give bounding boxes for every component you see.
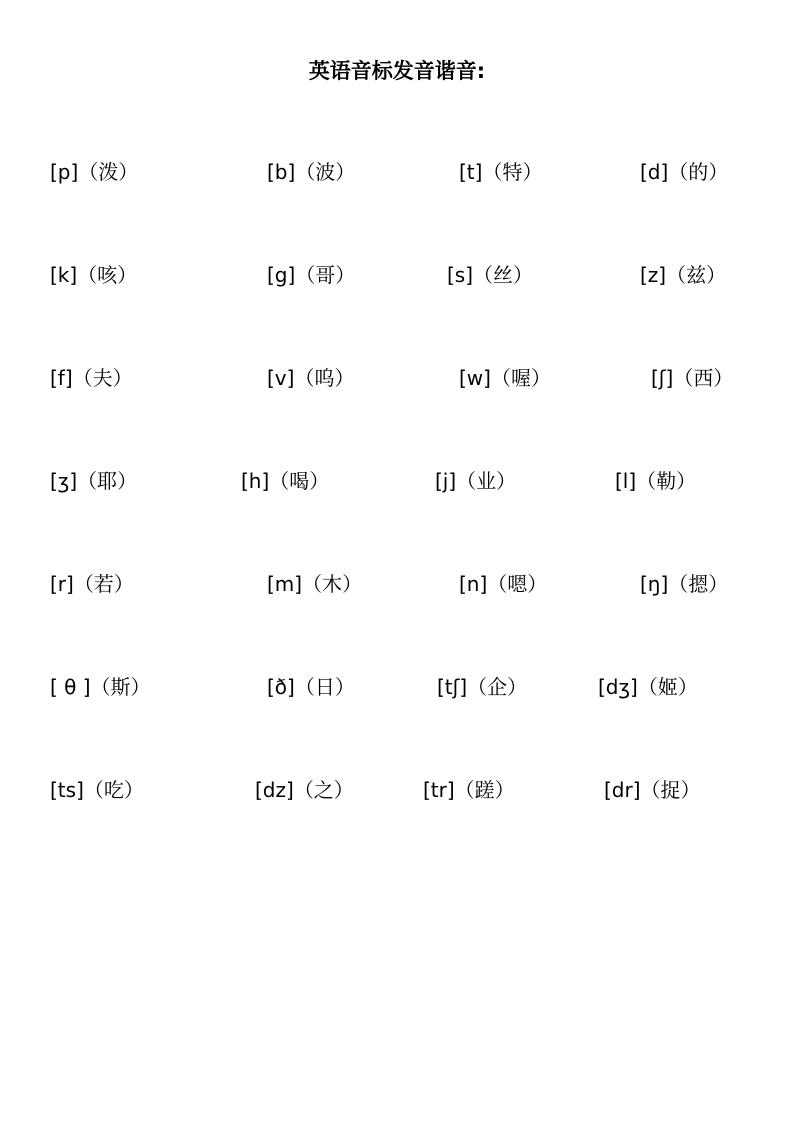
chinese-homophone: （姬）: [637, 675, 698, 699]
phonetic-row: [0, 364, 794, 394]
chinese-homophone: （喝）: [269, 469, 330, 493]
phonetic-symbol: [n]: [459, 572, 488, 596]
phonetic-row: [0, 158, 794, 188]
phonetic-symbol: [j]: [435, 469, 457, 493]
phonetic-symbol: [tr]: [423, 778, 455, 802]
chinese-homophone: （之）: [293, 778, 354, 802]
chinese-homophone: （若）: [73, 572, 134, 596]
phonetic-symbol: [k]: [50, 263, 78, 287]
phonetic-symbol: [t]: [459, 160, 483, 184]
chinese-homophone: （日）: [294, 675, 355, 699]
phonetic-symbol: [f]: [50, 366, 73, 390]
phonetic-entry: [50, 776, 144, 804]
phonetic-symbol: [ð]: [267, 675, 295, 699]
phonetic-symbol: [ θ ]: [50, 675, 91, 699]
phonetic-entry: [255, 776, 354, 804]
phonetic-entry: [50, 467, 137, 495]
chinese-homophone: （呜）: [294, 366, 355, 390]
chinese-homophone: （波）: [295, 160, 356, 184]
phonetic-entry: [50, 570, 134, 598]
phonetic-symbol: [z]: [640, 263, 667, 287]
chinese-homophone: （耶）: [77, 469, 138, 493]
phonetic-entry: [615, 467, 696, 495]
chinese-homophone: （夫）: [72, 366, 133, 390]
chinese-homophone: （的）: [668, 160, 729, 184]
chinese-homophone: （兹）: [666, 263, 727, 287]
phonetic-entry: [459, 570, 547, 598]
phonetic-symbol: [dʒ]: [598, 675, 638, 699]
page-title: 英语音标发音谐音:: [308, 59, 486, 83]
phonetic-entry: [459, 364, 551, 392]
chinese-homophone: （咳）: [77, 263, 138, 287]
phonetic-entry: [241, 467, 329, 495]
chinese-homophone: （泼）: [78, 160, 139, 184]
phonetic-entry: [423, 776, 515, 804]
chinese-homophone: （特）: [482, 160, 543, 184]
chinese-homophone: （摁）: [668, 572, 729, 596]
chinese-homophone: （斯）: [90, 675, 151, 699]
chinese-homophone: （业）: [456, 469, 517, 493]
phonetic-symbol: [dz]: [255, 778, 294, 802]
phonetic-symbol: [ts]: [50, 778, 84, 802]
phonetic-symbol: [m]: [267, 572, 303, 596]
chinese-homophone: （喔）: [490, 366, 551, 390]
phonetic-symbol: [v]: [267, 366, 295, 390]
phonetic-row: [0, 570, 794, 600]
chinese-homophone: （企）: [467, 675, 528, 699]
phonetic-row: [0, 467, 794, 497]
phonetic-entry: [267, 364, 354, 392]
phonetic-symbol: [l]: [615, 469, 637, 493]
phonetic-entry: [459, 158, 542, 186]
phonetic-symbol: [b]: [267, 160, 296, 184]
chinese-homophone: （捉）: [640, 778, 701, 802]
chinese-homophone: （吃）: [83, 778, 144, 802]
chinese-homophone: （嗯）: [487, 572, 548, 596]
phonetic-entry: [435, 467, 516, 495]
phonetic-entry: [50, 158, 138, 186]
phonetic-symbol: [ŋ]: [640, 572, 669, 596]
phonetic-symbol: [tʃ]: [437, 675, 468, 699]
phonetic-symbol: [ʒ]: [50, 469, 78, 493]
phonetic-symbol: [g]: [267, 263, 296, 287]
phonetic-entry: [50, 261, 137, 289]
phonetic-row: [0, 261, 794, 291]
phonetic-entry: [267, 158, 355, 186]
phonetic-entry: [267, 261, 355, 289]
phonetic-entry: [604, 776, 701, 804]
phonetic-entry: [447, 261, 533, 289]
phonetic-row: [0, 776, 794, 806]
phonetic-symbol: [r]: [50, 572, 74, 596]
phonetic-entry: [50, 673, 151, 701]
chinese-homophone: （木）: [302, 572, 363, 596]
chinese-homophone: （哥）: [295, 263, 356, 287]
phonetic-entry: [267, 570, 362, 598]
phonetic-entry: [651, 364, 733, 392]
phonetic-symbol: [w]: [459, 366, 491, 390]
chinese-homophone: （丝）: [473, 263, 534, 287]
phonetic-entry: [267, 673, 355, 701]
phonetic-symbol: [p]: [50, 160, 79, 184]
phonetic-symbol: [dr]: [604, 778, 641, 802]
phonetic-entry: [640, 570, 728, 598]
phonetic-entry: [640, 158, 728, 186]
phonetic-symbol: [s]: [447, 263, 474, 287]
phonetic-entry: [50, 364, 133, 392]
phonetic-symbol: [h]: [241, 469, 270, 493]
phonetic-row: [0, 673, 794, 703]
phonetic-entry: [640, 261, 726, 289]
chinese-homophone: （蹉）: [454, 778, 515, 802]
phonetic-symbol: [d]: [640, 160, 669, 184]
chinese-homophone: （勒）: [636, 469, 697, 493]
phonetic-entry: [598, 673, 698, 701]
chinese-homophone: （西）: [673, 366, 734, 390]
phonetic-entry: [437, 673, 527, 701]
phonetic-symbol: [ʃ]: [651, 366, 674, 390]
